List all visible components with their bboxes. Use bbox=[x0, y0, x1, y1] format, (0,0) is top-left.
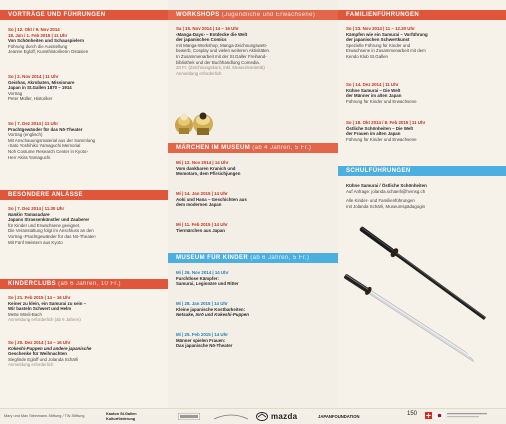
event-item bbox=[8, 295, 164, 323]
event-title: Kühne Samurai / Östliche Schönheiten bbox=[346, 183, 427, 188]
event-title: Japan in St.Gallen 1870 – 1914 bbox=[8, 85, 72, 91]
event-title: Männer spielen Frauen: bbox=[176, 337, 226, 343]
event-text: Vortrag (englisch) bbox=[8, 132, 43, 138]
event-text: bibliothek und der Buchhandlung Comedia. bbox=[176, 59, 260, 65]
event-text: Erwachsene in Zusammenarbeit mit dem bbox=[346, 48, 426, 54]
event-date: So | 7. Dez 2014 | 11 Uhr bbox=[8, 121, 59, 126]
event-item bbox=[8, 340, 164, 368]
event-text: Die Veranstaltung folgt im Anschluss an den bbox=[8, 228, 94, 234]
event-item bbox=[8, 206, 164, 245]
event-title: Momotaro, dem Pfirsichjungen bbox=[176, 171, 241, 177]
event-item bbox=[176, 222, 334, 233]
event-text: Vortrag ‹Prachtgewänder für das Nō-Theater› bbox=[8, 233, 97, 239]
section-header-lectures: VORTRÄGE UND FÜHRUNGEN bbox=[0, 10, 168, 20]
event-text: Alle Kinder- und Familienführungen bbox=[346, 198, 415, 204]
event-note: Anmeldung erforderlich bbox=[176, 70, 222, 76]
section-header-school-tours: SCHULFÜHRUNGEN bbox=[338, 166, 506, 176]
event-text: Führung für Kinder und Erwachsene bbox=[346, 98, 417, 104]
event-text: Spezielle Führung für Kinder und bbox=[346, 42, 411, 48]
event-text: Mit Fünf Meistern aus Kyoto bbox=[8, 239, 63, 245]
event-title: Japans Strassenkünstler und Zauberer bbox=[8, 217, 90, 223]
event-item bbox=[346, 26, 502, 60]
event-title: Furchtlose Kämpfer: bbox=[176, 275, 219, 281]
event-title: Von Schönheiten und Schauspielern bbox=[8, 38, 85, 44]
netsuke-figurines-image bbox=[172, 106, 216, 138]
event-date: So | 20. Dez 2014 | 14 – 16 Uhr bbox=[8, 340, 71, 345]
swiss-flag-icon bbox=[425, 412, 432, 419]
event-title: Vom dankbaren Kranich und bbox=[176, 165, 236, 171]
event-text: bewerb, Cosplay und vielen weiteren Aktivitäten. bbox=[176, 48, 271, 54]
anniversary-label: 150 bbox=[407, 411, 418, 417]
event-title: Kämpfen wie ein Samurai – Vorführung bbox=[346, 31, 428, 37]
event-title: Keiner zu klein, ein Samurai zu sein – bbox=[8, 300, 87, 306]
section-header-fairytales bbox=[168, 143, 338, 153]
event-date: So | 2. Nov 2014 | 11 Uhr bbox=[8, 74, 59, 79]
section-header-sub: (ab 4 Jahren, 5 Fr.) bbox=[252, 145, 312, 151]
event-title: Nankin Tamasudare bbox=[8, 211, 50, 217]
event-title: Geschenke für Weihnachten bbox=[8, 351, 67, 357]
event-text: Führung für Kinder und Erwachsene bbox=[346, 136, 417, 142]
column-workshops bbox=[168, 0, 338, 408]
event-text: Herr Akira Yamaguchi bbox=[8, 154, 51, 160]
section-header-label: MÄRCHEN IM MUSEUM bbox=[176, 145, 251, 151]
event-item bbox=[176, 26, 334, 76]
event-text: Peter Müller, Historiker bbox=[8, 96, 53, 102]
mazda-symbol-icon bbox=[256, 412, 268, 421]
event-date: Mi | 26. Nov 2014 | 14 Uhr bbox=[176, 270, 229, 275]
event-title: Kühne Samurai – Die Welt bbox=[346, 87, 401, 93]
event-note: 20 Fr. (Zeichnungskurs, inkl. Museumseintritt) bbox=[176, 65, 265, 71]
event-text: mit Manga-Workshop, Manga-Zeichnungswett- bbox=[176, 42, 268, 48]
event-title: Netsuke, Inrō und Kokeshi-Puppen bbox=[176, 312, 249, 318]
event-item bbox=[176, 301, 334, 318]
section-header-special-events: BESONDERE ANLÄSSE bbox=[0, 190, 168, 200]
event-text: Führung durch die Ausstellung bbox=[8, 43, 68, 49]
event-text: Sieglinde Egloff und Jolanda Schärli bbox=[8, 356, 79, 362]
section-header-kidsclubs bbox=[0, 279, 168, 289]
event-title: Wir basteln Schwert und Helm bbox=[8, 306, 72, 312]
event-title: der japanischen Schwertkunst bbox=[346, 37, 410, 43]
sponsor-logo-kanton bbox=[106, 412, 137, 421]
event-date: So | 23. Nov 2014 | 11 – 12.30 Uhr bbox=[346, 26, 415, 31]
event-title: der Frauen im alten Japan bbox=[346, 131, 401, 137]
event-item bbox=[176, 332, 334, 349]
event-text: Jeanne Egloff, Kunsthistorikerin Ostasien bbox=[8, 49, 89, 55]
event-text: für Kinder und Erwachsene geeignet. bbox=[8, 222, 81, 228]
sponsor-logo-icon bbox=[447, 412, 502, 420]
column-lectures bbox=[0, 0, 168, 408]
event-date: Mi | 11. Feb 2015 | 14 Uhr bbox=[176, 222, 228, 227]
event-item bbox=[176, 160, 334, 177]
event-date: So | 21. Feb 2015 | 14 – 16 Uhr bbox=[8, 295, 71, 300]
event-title: dem modernen Japan bbox=[176, 202, 222, 208]
sponsor-logo-japanfoundation: JAPANFOUNDATION bbox=[318, 414, 360, 419]
event-item bbox=[176, 270, 334, 287]
event-title: Samurai, Legionäre und Ritter bbox=[176, 281, 239, 287]
event-text: Mit Anschauungsmaterial aus der Sammlung bbox=[8, 137, 96, 143]
event-date: So | 12. Okt / 9. Nov 2014 bbox=[8, 27, 60, 32]
event-item bbox=[8, 27, 164, 55]
sponsor-logo-mazda: mazda bbox=[271, 412, 298, 421]
sponsor-logo-text: Kulturförderung bbox=[106, 416, 136, 421]
event-title: Tiermärchen aus Japan bbox=[176, 227, 225, 233]
sponsor-logo-icon bbox=[214, 413, 248, 420]
event-title: Kleine japanische Kostbarkeiten: bbox=[176, 306, 246, 312]
event-date: 18. Jan / 1. Feb 2015 | 11 Uhr bbox=[8, 32, 68, 38]
event-text: Kendo Klub St.Gallen bbox=[346, 53, 388, 59]
event-title: Das japanische Nō-Theater bbox=[176, 343, 233, 349]
event-title: der Männer im alten Japan bbox=[346, 93, 402, 99]
section-header-label: WORKSHOPS bbox=[176, 12, 220, 18]
event-item bbox=[8, 74, 164, 102]
event-date: Sa | 15. Nov 2014 | 14 – 16 Uhr bbox=[176, 26, 239, 31]
event-date: So | 7. Dez 2014 | 11.30 Uhr bbox=[8, 206, 65, 211]
event-item bbox=[8, 121, 164, 160]
section-header-sub: (Jugendliche und Erwachsene) bbox=[221, 12, 316, 18]
event-item bbox=[346, 183, 502, 209]
event-title: Aoki und Hana – Geschichten aus bbox=[176, 196, 247, 202]
event-note: Anmeldung erforderlich bbox=[8, 362, 54, 368]
event-item bbox=[346, 120, 502, 142]
sponsor-logo-text: Kanton St.Gallen bbox=[106, 412, 137, 416]
event-date: So | 14. Dez 2014 | 11 Uhr bbox=[346, 82, 399, 87]
event-title: Kokeshi-Puppen und andere japanische bbox=[8, 345, 92, 351]
sponsor-text: Mary und Max Steinmann-Stiftung / TW-Stiftung bbox=[4, 414, 85, 418]
japan-flag-icon bbox=[435, 412, 444, 419]
event-text: In Zusammenarbeit mit der St.Galler Freihand- bbox=[176, 53, 267, 59]
event-text: Auf Anfrage: jolanda.schaerli@hvmsg.ch bbox=[346, 188, 426, 194]
section-header-sub: (ab 6 Jahren, 5 Fr.) bbox=[250, 255, 310, 261]
event-item bbox=[346, 82, 502, 104]
event-text: Mette Mösli-Bach bbox=[8, 311, 42, 317]
section-header-label: MUSEUM FÜR KINDER bbox=[176, 255, 249, 261]
event-date: Mi | 28. Jan 2015 | 14 Uhr bbox=[176, 301, 228, 306]
event-text: mit Jolanda Schärli, Museumspädagogin bbox=[346, 203, 426, 209]
event-item bbox=[176, 191, 334, 208]
katana-swords-image bbox=[340, 222, 506, 408]
sponsor-footer bbox=[0, 408, 506, 424]
event-date: Mi | 14. Jan 2015 | 14 Uhr bbox=[176, 191, 228, 196]
event-text: Noh Costume Research Center in Kyoto› bbox=[8, 148, 88, 154]
section-header-label: KINDERCLUBS bbox=[8, 281, 57, 287]
event-note: Anmeldung erforderlich (ab 6 Jahren) bbox=[8, 317, 81, 323]
event-text: ‹Sato Yoshihiko Yamaguchi Memorial bbox=[8, 143, 81, 149]
section-header-workshops bbox=[168, 10, 338, 20]
event-date: Mi | 25. Feb 2015 | 14 Uhr bbox=[176, 332, 228, 337]
event-date: So | 18. Okt 2014 / 8. Feb 2015 | 11 Uhr bbox=[346, 120, 426, 125]
event-title: Östliche Schönheiten – Die Welt bbox=[346, 125, 414, 131]
event-title: Geishas, Akrobaten, Missionare bbox=[8, 79, 75, 85]
event-text: Vortrag bbox=[8, 90, 23, 96]
section-header-sub: (ab 6 Jahren, 10 Fr.) bbox=[58, 281, 121, 287]
event-title: der japanischen Comics bbox=[176, 37, 227, 43]
section-header-family-tours: FAMILIENFÜHRUNGEN bbox=[338, 10, 506, 20]
event-date: Mi | 12. Nov 2014 | 14 Uhr bbox=[176, 160, 229, 165]
event-title: Prachtgewänder für das Nō-Theater bbox=[8, 126, 83, 132]
event-title: ‹Manga-Days› – Entdecke die Welt bbox=[176, 31, 248, 37]
sponsor-logo-icon bbox=[178, 413, 200, 420]
section-header-kids-museum bbox=[168, 253, 338, 263]
